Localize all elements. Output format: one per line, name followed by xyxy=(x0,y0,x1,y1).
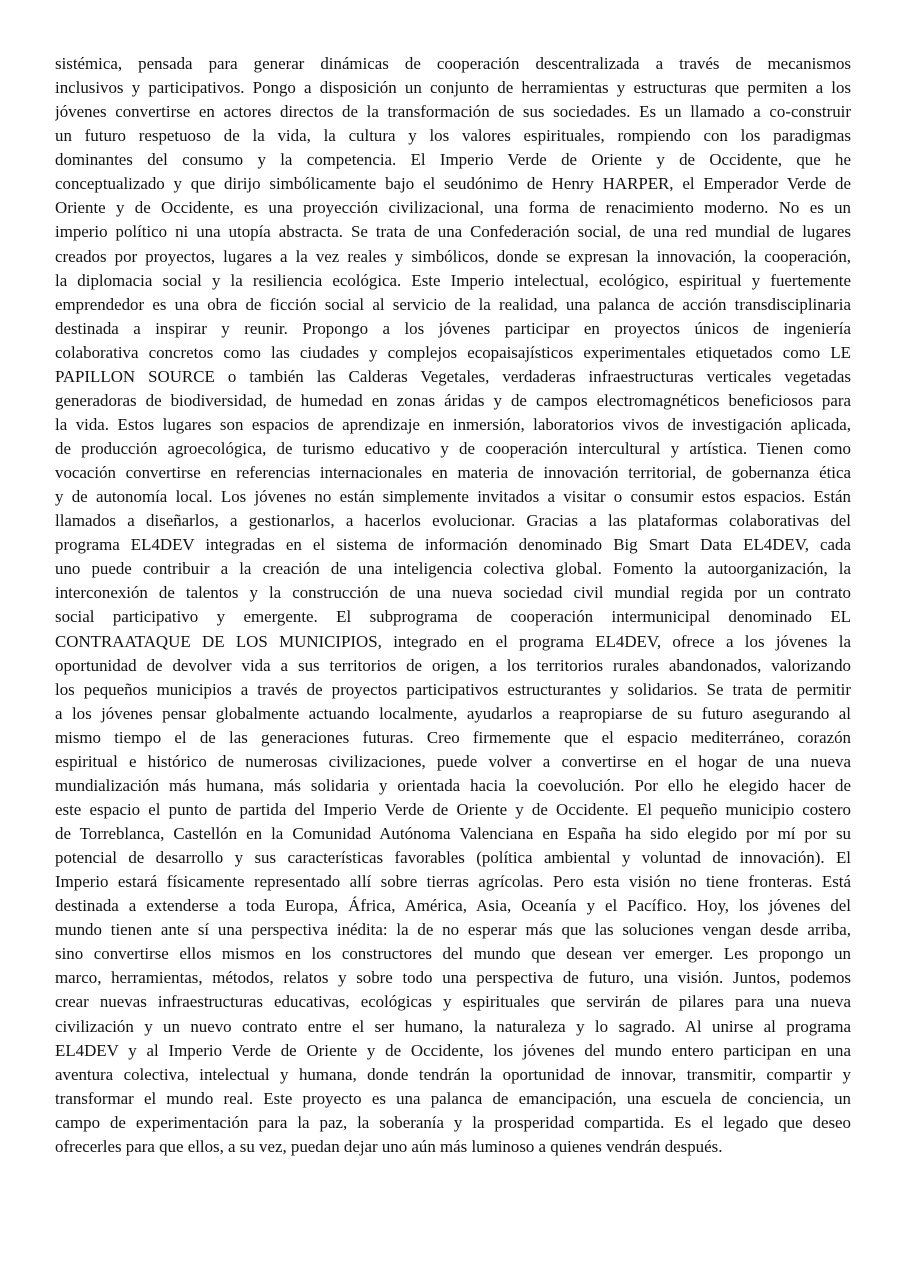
text-line: conceptualizado y que dirijo simbólicamente bajo el seudónimo de Henry HARPER, el Emperador Verde de xyxy=(55,174,851,194)
text-line: los pequeños municipios a través de proyectos participativos estructurantes y solidarios. Se trata de permitir xyxy=(55,679,851,699)
text-line: interconexión de talentos y la construcción de una nueva sociedad civil mundial regida por un contrato xyxy=(55,583,851,603)
text-line: dominantes del consumo y la competencia. El Imperio Verde de Oriente y de Occidente, que he xyxy=(55,150,851,170)
text-line: la vida. Estos lugares son espacios de aprendizaje en inmersión, laboratorios vivos de investigación aplicada, xyxy=(55,414,851,434)
text-line: espiritual e histórico de numerosas civilizaciones, puede volver a convertirse en el hogar de una nueva xyxy=(55,751,851,771)
text-line: colaborativa concretos como las ciudades y complejos ecopaisajísticos experimentales etiquetados como LE xyxy=(55,342,851,362)
document-page xyxy=(55,52,851,1252)
text-line: uno puede contribuir a la creación de una inteligencia colectiva global. Fomento la autoorganización, la xyxy=(55,559,851,579)
text-line: PAPILLON SOURCE o también las Calderas Vegetales, verdaderas infraestructuras verticales vegetadas xyxy=(55,366,851,386)
body-paragraph xyxy=(55,52,851,1159)
text-line: a los jóvenes pensar globalmente actuando localmente, ayudarlos a reapropiarse de su futuro asegurando al xyxy=(55,703,851,723)
text-line: sistémica, pensada para generar dinámicas de cooperación descentralizada a través de mecanismos xyxy=(55,54,851,73)
text-line: vocación convertirse en referencias internacionales en materia de innovación territorial, de gobernanza ética xyxy=(55,463,851,483)
text-line: mundo tienen ante sí una perspectiva inédita: la de no esperar más que las soluciones vengan desde arriba, xyxy=(55,920,851,940)
text-line: jóvenes convertirse en actores directos de la transformación de sus sociedades. Es un llamado a co-construir xyxy=(55,102,851,122)
text-line: este espacio el punto de partida del Imperio Verde de Oriente y de Occidente. El pequeño municipio costero xyxy=(55,799,851,819)
text-line: mundialización más humana, más solidaria y orientada hacia la coevolución. Por ello he elegido hacer de xyxy=(55,775,851,795)
text-line: generadoras de biodiversidad, de humedad en zonas áridas y de campos electromagnéticos beneficiosos para xyxy=(55,390,851,410)
text-line: creados por proyectos, lugares a la vez reales y simbólicos, donde se expresan la innovación, la cooperación, xyxy=(55,246,851,266)
text-line: potencial de desarrollo y sus características favorables (política ambiental y voluntad de innovación). El xyxy=(55,848,851,868)
text-line: llamados a diseñarlos, a gestionarlos, a hacerlos evolucionar. Gracias a las plataformas colaborativas del xyxy=(55,511,851,531)
text-line: EL4DEV y al Imperio Verde de Oriente y de Occidente, los jóvenes del mundo entero participan en una xyxy=(55,1040,851,1060)
text-line: de producción agroecológica, de turismo educativo y de cooperación intercultural y artística. Tienen como xyxy=(55,439,851,458)
text-line: crear nuevas infraestructuras educativas, ecológicas y espirituales que servirán de pilares para una nueva xyxy=(55,992,851,1012)
text-line: programa EL4DEV integradas en el sistema de información denominado Big Smart Data EL4DEV, cada xyxy=(55,535,851,555)
text-line: transformar el mundo real. Este proyecto es una palanca de emancipación, una escuela de conciencia, un xyxy=(55,1088,851,1108)
text-line: Imperio estará físicamente representado allí sobre tierras agrícolas. Pero esta visión no tiene fronteras. Está xyxy=(55,872,851,892)
text-line: Oriente y de Occidente, es una proyección civilizacional, una forma de renacimiento moderno. No es un xyxy=(55,198,851,218)
text-line: campo de experimentación para la paz, la soberanía y la prosperidad compartida. Es el legado que deseo xyxy=(55,1112,851,1132)
text-line: destinada a inspirar y reunir. Propongo a los jóvenes participar en proyectos únicos de ingeniería xyxy=(55,318,851,338)
text-line: mismo tiempo el de las generaciones futuras. Creo firmemente que el espacio mediterráneo, corazón xyxy=(55,727,851,747)
text-line: marco, herramientas, métodos, relatos y sobre todo una perspectiva de futuro, una visión. Juntos, podemos xyxy=(55,968,851,988)
text-line: la diplomacia social y la resiliencia ecológica. Este Imperio intelectual, ecológico, espiritual y fuertemente xyxy=(55,270,851,290)
text-line: ofrecerles para que ellos, a su vez, puedan dejar uno aún más luminoso a quienes vendrán después. xyxy=(55,1136,723,1156)
text-line: aventura colectiva, intelectual y humana, donde tendrán la oportunidad de innovar, transmitir, compartir y xyxy=(55,1064,851,1084)
text-line: imperio político ni una utopía abstracta. Se trata de una Confederación social, de una red mundial de lugares xyxy=(55,222,851,242)
text-line: sino convertirse ellos mismos en los constructores del mundo que desean ver emerger. Les propongo un xyxy=(55,944,851,964)
text-line: civilización y un nuevo contrato entre el ser humano, la naturaleza y lo sagrado. Al unirse al programa xyxy=(55,1016,851,1036)
text-line: CONTRAATAQUE DE LOS MUNICIPIOS, integrado en el programa EL4DEV, ofrece a los jóvenes la xyxy=(55,631,851,651)
text-line: inclusivos y participativos. Pongo a disposición un conjunto de herramientas y estructuras que permiten a los xyxy=(55,78,851,98)
text-line: de Torreblanca, Castellón en la Comunidad Autónoma Valenciana en España ha sido elegido por mí por su xyxy=(55,824,851,843)
text-line: oportunidad de devolver vida a sus territorios de origen, a los territorios rurales abandonados, valorizando xyxy=(55,655,851,675)
text-line: emprendedor es una obra de ficción social al servicio de la realidad, una palanca de acción transdisciplinaria xyxy=(55,294,851,314)
text-line: social participativo y emergente. El subprograma de cooperación intermunicipal denominado EL xyxy=(55,607,851,627)
text-line: y de autonomía local. Los jóvenes no están simplemente invitados a visitar o consumir estos espacios. Están xyxy=(55,487,851,507)
text-line: destinada a extenderse a toda Europa, África, América, Asia, Oceanía y el Pacífico. Hoy, los jóvenes del xyxy=(55,896,851,916)
text-line: un futuro respetuoso de la vida, la cultura y los valores espirituales, rompiendo con los paradigmas xyxy=(55,126,851,146)
